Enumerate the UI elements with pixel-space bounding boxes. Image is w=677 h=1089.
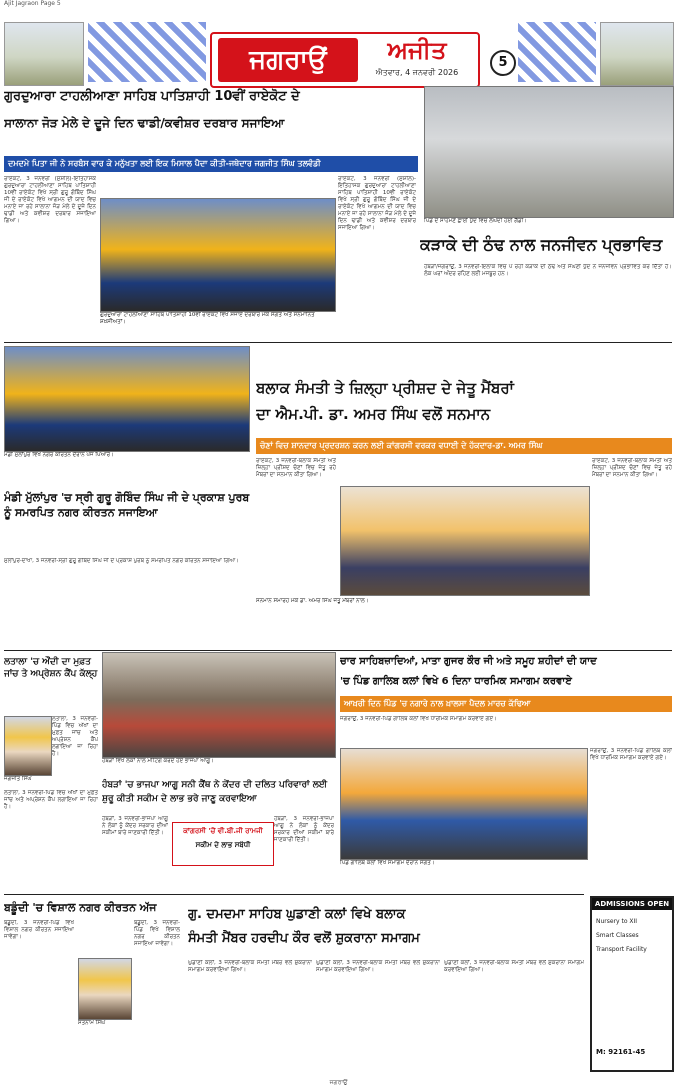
story6-body-side: ਜਗਰਾਉਂ, 3 ਜਨਵਰੀ-ਪਿੰਡ ਗਾਲਿਬ ਕਲਾਂ ਵਿਖੇ ਧਾਰਮਿਕ ਸਮਾਗਮ ਕਰਵਾਏ ਗਏ। xyxy=(590,748,672,761)
masthead-pattern-left xyxy=(88,22,206,82)
masthead-logo xyxy=(210,32,480,88)
story3-caption: ਮੰਡੀ ਮੁੱਲਾਂਪੁਰ ਵਿਖੇ ਨਗਰ ਕੀਰਤਨ ਦੌਰਾਨ ਪੰਜ ਪਿਆਰੇ। xyxy=(4,452,114,458)
story5-caption: ਹੰਬੜਾਂ ਵਿਖੇ ਲੋਕਾਂ ਨਾਲ ਮੀਟਿੰਗ ਕਰਦੇ ਹੋਏ ਭਾਜਪਾ ਆਗੂ। xyxy=(102,758,214,764)
school-advertisement xyxy=(590,896,674,1072)
masthead-date: ਐਤਵਾਰ, 4 ਜਨਵਰੀ 2026 xyxy=(375,68,459,77)
weather-caption: ਪਿੰਡ ਦੇ ਸਾਹਮਣੇ ਛਾਈ ਧੁੰਦ ਵਿਚ ਲੰਘਦੀ ਹੋਈ ਗੱਡੀ। xyxy=(424,218,527,224)
story6-body: ਜਗਰਾਉਂ, 3 ਜਨਵਰੀ-ਪਿੰਡ ਗਾਲਿਬ ਕਲਾਂ ਵਿਖੇ ਧਾਰਮਿਕ ਸਮਾਗਮ ਕਰਵਾਏ ਗਏ। xyxy=(340,716,497,722)
story7-body: ਬਡੂੰਦੀ, 3 ਜਨਵਰੀ-ਪਿੰਡ ਵਿਖੇ ਵਿਸ਼ਾਲ ਨਗਰ ਕੀਰਤਨ ਸਜਾਇਆ ਜਾਵੇਗਾ। xyxy=(4,920,74,940)
story5-box-title: ਕਾਂਗਰਸੀ 'ਚੋਂ ਵੀ.ਬੀ.ਜੀ ਰਾਮਜੀ xyxy=(183,827,263,835)
story8-headline-2: ਸੰਮਤੀ ਮੈਂਬਰ ਹਰਦੀਪ ਕੌਰ ਵਲੋਂ ਸ਼ੁਕਰਾਨਾ ਸਮਾਗਮ xyxy=(188,931,420,946)
story1-body: ਰਾਏਕੋਟ, 3 ਜਨਵਰੀ (ਸੁਸ਼ੀਲ)-ਇਤਿਹਾਸਕ ਗੁਰਦੁਆਰਾ ਟਾਹਲੀਆਣਾ ਸਾਹਿਬ ਪਾਤਿਸ਼ਾਹੀ 10ਵੀਂ ਰਾਏਕੋਟ ਵਿਖੇ ਸ੍ਰੀ ਗੁਰੂ ਗੋਬਿੰਦ ਸਿੰਘ ਜੀ ਦੇ ਰਾਏਕੋਟ ਵਿਖੇ ਆਗਮਨ ਦੀ ਯਾਦ ਵਿਚ ਮਨਾਏ ਜਾ ਰਹੇ ਸਾਲਾਨਾ ਜੋੜ ਮੇਲੇ ਦੇ ਦੂਜੇ ਦਿਨ ਢਾਡੀ ਅਤੇ ਕਵੀਸ਼ਰ ਦਰਬਾਰ ਸਜਾਇਆ ਗਿਆ। xyxy=(4,176,96,224)
story6-headline-2: 'ਚ ਪਿੰਡ ਗਾਲਿਬ ਕਲਾਂ ਵਿਖੇ 6 ਦਿਨਾ ਧਾਰਮਿਕ ਸਮਾਗਮ ਕਰਵਾਏ xyxy=(340,676,572,687)
ad-line: Smart Classes xyxy=(596,932,639,939)
story5-body: ਹੰਬੜਾਂ, 3 ਜਨਵਰੀ-ਭਾਜਪਾ ਆਗੂ ਨੇ ਲੋਕਾਂ ਨੂੰ ਕੇਂਦਰ ਸਰਕਾਰ ਦੀਆਂ ਸਕੀਮਾਂ ਬਾਰੇ ਜਾਣਕਾਰੀ ਦਿੱਤੀ। xyxy=(102,816,168,836)
story4-body: ਲਤਾਲਾ, 3 ਜਨਵਰੀ-ਪਿੰਡ ਵਿਚ ਅੱਖਾਂ ਦਾ ਮੁਫ਼ਤ ਜਾਂਚ ਅਤੇ ਅਪ੍ਰੇਸ਼ਨ ਕੈਂਪ ਲਗਾਇਆ ਜਾ ਰਿਹਾ ਹੈ। xyxy=(4,790,98,810)
ad-phone: M: 92161-45 xyxy=(596,1048,646,1056)
story4-body-side: ਲਤਾਲਾ, 3 ਜਨਵਰੀ-ਪਿੰਡ ਵਿਚ ਅੱਖਾਂ ਦਾ ਮੁਫ਼ਤ ਜਾਂਚ ਅਤੇ ਅਪ੍ਰੇਸ਼ਨ ਕੈਂਪ ਲਗਾਇਆ ਜਾ ਰਿਹਾ ਹੈ। xyxy=(52,716,98,757)
divider xyxy=(4,342,672,343)
story1-headline-1: ਗੁਰਦੁਆਰਾ ਟਾਹਲੀਆਣਾ ਸਾਹਿਬ ਪਾਤਿਸ਼ਾਹੀ 10ਵੀਂ ਰਾਏਕੋਟ ਦੇ xyxy=(4,89,300,104)
story5-photo xyxy=(102,652,336,758)
story2-photo xyxy=(340,486,590,596)
story8-headline-1: ਗੁ. ਦਮਦਮਾ ਸਾਹਿਬ ਘੁਡਾਣੀ ਕਲਾਂ ਵਿਖੇ ਬਲਾਕ xyxy=(188,907,406,922)
story3-headline: ਮੰਡੀ ਮੁੱਲਾਂਪੁਰ 'ਚ ਸ੍ਰੀ ਗੁਰੂ ਗੋਬਿੰਦ ਸਿੰਘ ਜੀ ਦੇ ਪ੍ਰਕਾਸ਼ ਪੁਰਬ ਨੂੰ ਸਮਰਪਿਤ ਨਗਰ ਕੀਰਤਨ ਸਜਾਇਆ xyxy=(4,491,250,519)
story8-body-col3: ਘੁਡਾਣੀ ਕਲਾਂ, 3 ਜਨਵਰੀ-ਬਲਾਕ ਸੰਮਤੀ ਮੈਂਬਰ ਵਲੋਂ ਸ਼ੁਕਰਾਨਾ ਸਮਾਗਮ ਕਰਵਾਇਆ ਗਿਆ। xyxy=(444,960,584,973)
story1-headline-2: ਸਾਲਾਨਾ ਜੋੜ ਮੇਲੇ ਦੇ ਦੂਜੇ ਦਿਨ ਢਾਡੀ/ਕਵੀਸ਼ਰ ਦਰਬਾਰ ਸਜਾਇਆ xyxy=(4,116,285,130)
story2-body: ਰਾਏਕੋਟ, 3 ਜਨਵਰੀ-ਬਲਾਕ ਸੰਮਤੀ ਅਤੇ ਜ਼ਿਲ੍ਹਾ ਪ੍ਰੀਸ਼ਦ ਚੋਣਾਂ ਵਿਚ ਜੇਤੂ ਰਹੇ ਮੈਂਬਰਾਂ ਦਾ ਸਨਮਾਨ ਕੀਤਾ ਗਿਆ। xyxy=(256,458,336,478)
masthead xyxy=(0,8,677,84)
masthead-paper-name: ਅਜੀਤ xyxy=(387,36,447,64)
weather-body: ਹੰਬੜਾਂ/ਜਗਰਾਉਂ, 3 ਜਨਵਰੀ-ਇਲਾਕੇ ਵਿਚ ਪੈ ਰਹੀ ਕੜਾਕੇ ਦੀ ਠੰਢ ਅਤੇ ਸੰਘਣੀ ਧੁੰਦ ਨੇ ਜਨਜੀਵਨ ਪ੍ਰਭਾਵਿਤ ਕਰ ਦਿੱਤਾ ਹੈ। ਲੋਕ ਘਰਾਂ ਅੰਦਰ ਰਹਿਣ ਲਈ ਮਜਬੂਰ ਹਨ। xyxy=(424,264,672,277)
weather-photo xyxy=(424,86,674,218)
page-number: 5 xyxy=(490,50,516,76)
story5-body-col2: ਹੰਬੜਾਂ, 3 ਜਨਵਰੀ-ਭਾਜਪਾ ਆਗੂ ਨੇ ਲੋਕਾਂ ਨੂੰ ਕੇਂਦਰ ਸਰਕਾਰ ਦੀਆਂ ਸਕੀਮਾਂ ਬਾਰੇ ਜਾਣਕਾਰੀ ਦਿੱਤੀ। xyxy=(274,816,334,843)
story3-body: ਮੁੱਲਾਂਪੁਰ-ਦਾਖਾ, 3 ਜਨਵਰੀ-ਸ੍ਰੀ ਗੁਰੂ ਗੋਬਿੰਦ ਸਿੰਘ ਜੀ ਦੇ ਪ੍ਰਕਾਸ਼ ਪੁਰਬ ਨੂੰ ਸਮਰਪਿਤ ਨਗਰ ਕੀਰਤਨ ਸਜਾਇਆ ਗਿਆ। xyxy=(4,558,239,564)
story2-body-col3: ਰਾਏਕੋਟ, 3 ਜਨਵਰੀ-ਬਲਾਕ ਸੰਮਤੀ ਅਤੇ ਜ਼ਿਲ੍ਹਾ ਪ੍ਰੀਸ਼ਦ ਚੋਣਾਂ ਵਿਚ ਜੇਤੂ ਰਹੇ ਮੈਂਬਰਾਂ ਦਾ ਸਨਮਾਨ ਕੀਤਾ ਗਿਆ। xyxy=(592,458,672,478)
story7-headline: ਬਡੂੰਦੀ 'ਚ ਵਿਸ਼ਾਲ ਨਗਰ ਕੀਰਤਨ ਅੱਜ xyxy=(4,901,157,914)
story2-headline-1: ਬਲਾਕ ਸੰਮਤੀ ਤੇ ਜ਼ਿਲ੍ਹਾ ਪ੍ਰੀਸ਼ਦ ਦੇ ਜੇਤੂ ਮੈਂਬਰਾਂ xyxy=(256,379,514,397)
story4-portrait xyxy=(4,716,52,776)
masthead-pattern-right xyxy=(518,22,596,82)
story6-caption: ਪਿੰਡ ਗਾਲਿਬ ਕਲਾਂ ਵਿਖੇ ਸਮਾਗਮ ਦੌਰਾਨ ਸੰਗਤ। xyxy=(340,860,435,866)
story4-portrait-caption: ਜਗਜੀਤ ਸਿੰਘ xyxy=(4,776,32,782)
story2-headline-2: ਦਾ ਐਮ.ਪੀ. ਡਾ. ਅਮਰ ਸਿੰਘ ਵਲੋਂ ਸਨਮਾਨ xyxy=(256,405,491,423)
ad-line: Transport Facility xyxy=(596,946,647,953)
masthead-photo-right xyxy=(600,22,674,86)
story7-body-col2: ਬਡੂੰਦੀ, 3 ਜਨਵਰੀ-ਪਿੰਡ ਵਿਖੇ ਵਿਸ਼ਾਲ ਨਗਰ ਕੀਰਤਨ ਸਜਾਇਆ ਜਾਵੇਗਾ। xyxy=(134,920,180,947)
weather-headline: ਕੜਾਕੇ ਦੀ ਠੰਢ ਨਾਲ ਜਨਜੀਵਨ ਪ੍ਰਭਾਵਿਤ xyxy=(420,235,663,254)
story6-subhead: ਆਖ਼ਰੀ ਦਿਨ ਪਿੰਡ 'ਚ ਨਗਾਰੇ ਨਾਲ ਖ਼ਾਲਸਾ ਪੈਦਲ ਮਾਰਚ ਕੱਢਿਆ xyxy=(340,696,672,712)
story7-portrait-caption: ਸਤਨਾਮ ਸਿੰਘ xyxy=(78,1020,106,1026)
story2-caption: ਸਨਮਾਨ ਸਮਾਰੋਹ ਮੌਕੇ ਡਾ. ਅਮਰ ਸਿੰਘ ਜੇਤੂ ਮੈਂਬਰਾਂ ਨਾਲ। xyxy=(256,598,369,604)
story5-box xyxy=(172,822,274,866)
ad-line: Nursery to XII xyxy=(596,918,638,925)
ad-title: ADMISSIONS OPEN xyxy=(592,898,672,910)
masthead-photo-left xyxy=(4,22,84,86)
footer-strip: ਜਗਰਾਉਂ xyxy=(329,1079,348,1086)
story8-body: ਘੁਡਾਣੀ ਕਲਾਂ, 3 ਜਨਵਰੀ-ਬਲਾਕ ਸੰਮਤੀ ਮੈਂਬਰ ਵਲੋਂ ਸ਼ੁਕਰਾਨਾ ਸਮਾਗਮ ਕਰਵਾਇਆ ਗਿਆ। xyxy=(188,960,312,973)
story4-headline: ਲਤਾਲਾ 'ਚ ਔਂਦੀ ਦਾ ਮੁਫ਼ਤ ਜਾਂਚ ਤੇ ਅਪ੍ਰੇਸ਼ਨ ਕੈਂਪ ਕੱਲ੍ਹ xyxy=(4,657,98,679)
story7-portrait xyxy=(78,958,132,1020)
story5-box-line: ਸਕੀਮ ਦੇ ਲਾਭ ਸਬੰਧੀ xyxy=(195,841,251,849)
story8-body-col2: ਘੁਡਾਣੀ ਕਲਾਂ, 3 ਜਨਵਰੀ-ਬਲਾਕ ਸੰਮਤੀ ਮੈਂਬਰ ਵਲੋਂ ਸ਼ੁਕਰਾਨਾ ਸਮਾਗਮ ਕਰਵਾਇਆ ਗਿਆ। xyxy=(316,960,440,973)
story2-subhead: ਚੋਣਾਂ ਵਿਚ ਸ਼ਾਨਦਾਰ ਪ੍ਰਦਰਸ਼ਨ ਕਰਨ ਲਈ ਕਾਂਗਰਸੀ ਵਰਕਰ ਵਧਾਈ ਦੇ ਹੱਕਦਾਰ-ਡਾ. ਅਮਰ ਸਿੰਘ xyxy=(256,438,672,454)
masthead-city: ਜਗਰਾਉਂ xyxy=(218,38,358,82)
story1-body-col2: ਰਾਏਕੋਟ, 3 ਜਨਵਰੀ (ਸੁਸ਼ੀਲ)-ਇਤਿਹਾਸਕ ਗੁਰਦੁਆਰਾ ਟਾਹਲੀਆਣਾ ਸਾਹਿਬ ਪਾਤਿਸ਼ਾਹੀ 10ਵੀਂ ਰਾਏਕੋਟ ਵਿਖੇ ਸ੍ਰੀ ਗੁਰੂ ਗੋਬਿੰਦ ਸਿੰਘ ਜੀ ਦੇ ਰਾਏਕੋਟ ਵਿਖੇ ਆਗਮਨ ਦੀ ਯਾਦ ਵਿਚ ਮਨਾਏ ਜਾ ਰਹੇ ਸਾਲਾਨਾ ਜੋੜ ਮੇਲੇ ਦੇ ਦੂਜੇ ਦਿਨ ਢਾਡੀ ਅਤੇ ਕਵੀਸ਼ਰ ਦਰਬਾਰ ਸਜਾਇਆ ਗਿਆ। xyxy=(338,176,416,231)
story6-headline-1: ਚਾਰ ਸਾਹਿਬਜ਼ਾਦਿਆਂ, ਮਾਤਾ ਗੁਜਰ ਕੌਰ ਜੀ ਅਤੇ ਸਮੂਹ ਸ਼ਹੀਦਾਂ ਦੀ ਯਾਦ xyxy=(340,656,597,667)
story6-photo xyxy=(340,748,588,860)
story3-photo xyxy=(4,346,250,452)
story5-headline: ਹੰਬੜਾਂ 'ਚ ਭਾਜਪਾ ਆਗੂ ਸਨੀ ਕੈਂਥ ਨੇ ਕੇਂਦਰ ਦੀ ਦਲਿਤ ਪਰਿਵਾਰਾਂ ਲਈ ਸ਼ੁਰੂ ਕੀਤੀ ਸਕੀਮ ਦੇ ਲਾਭ ਭਰੇ ਜਾਣੂ ਕਰਵਾਇਆ xyxy=(102,780,328,804)
story1-subhead: ਦਮਦਮੇ ਪਿਤਾ ਜੀ ਨੇ ਸਰਬੰਸ ਵਾਰ ਕੇ ਮਨੁੱਖਤਾ ਲਈ ਇਕ ਮਿਸਾਲ ਪੈਦਾ ਕੀਤੀ-ਜਥੇਦਾਰ ਜਗਜੀਤ ਸਿੰਘ ਤਲਵੰਡੀ xyxy=(4,156,418,172)
divider xyxy=(4,650,672,651)
divider xyxy=(4,894,584,895)
print-slug: Ajit Jagraon Page 5 xyxy=(4,0,61,7)
story1-photo xyxy=(100,198,336,312)
story1-caption: ਗੁਰਦੁਆਰਾ ਟਾਹਲੀਆਣਾ ਸਾਹਿਬ ਪਾਤਿਸ਼ਾਹੀ 10ਵੀਂ ਰਾਏਕੋਟ ਵਿਖੇ ਸਜਾਏ ਦਰਬਾਰ ਮੌਕੇ ਸੰਗਤ ਅਤੇ ਸਨਮਾਨਿਤ ਸ਼ਖ਼ਸੀਅਤਾਂ। xyxy=(100,312,315,325)
